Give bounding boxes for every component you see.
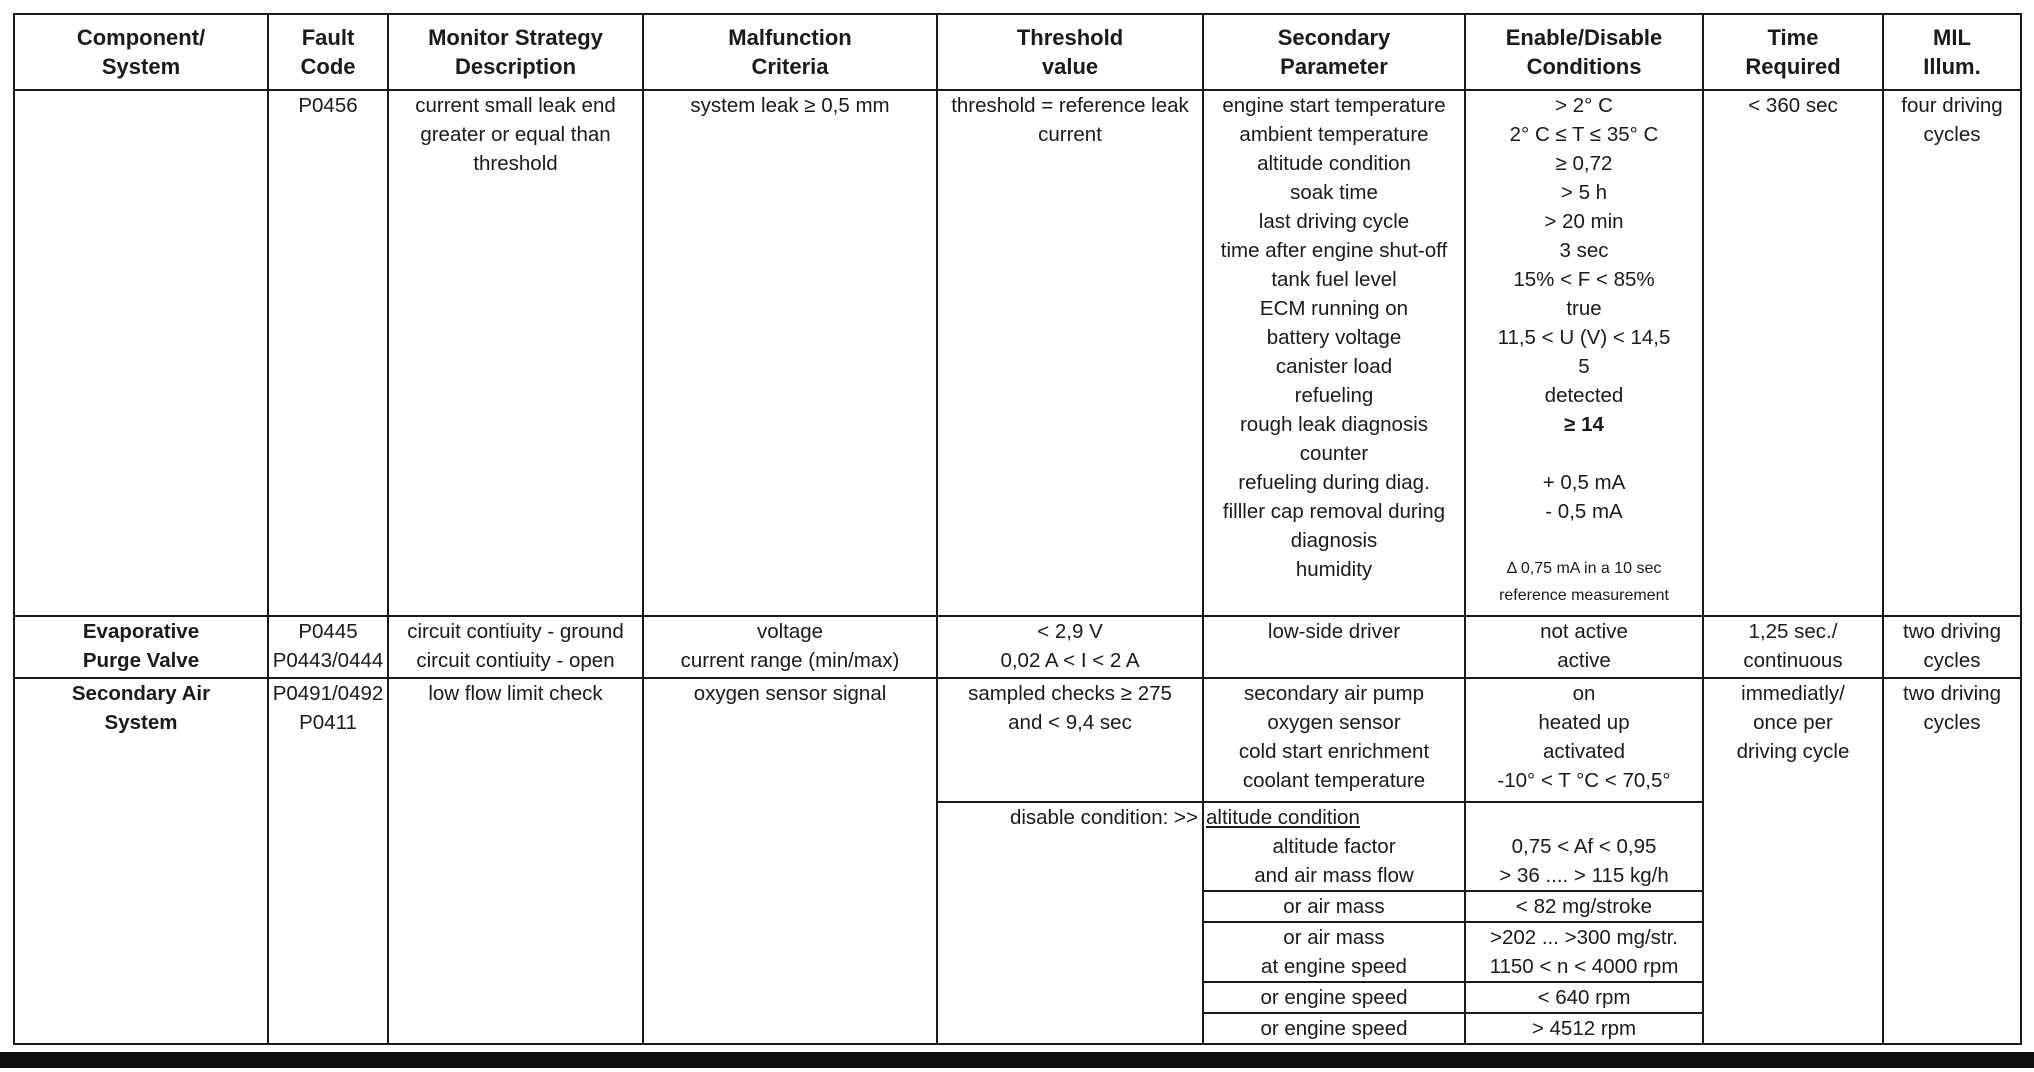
leak-strategy: current small leak end greater or equal than threshold [388,90,643,616]
page-bottom-rule [0,1052,2034,1068]
leak-params: engine start temperature ambient temperature altitude condition soak time last driving cycle time after engine shut-off tank fuel level ECM running on battery voltage canister load refueling rough leak diagnosis counter refueling during diag. filller cap removal during diagnosis humidity [1203,90,1465,616]
sair-speed-2-cond: > 4512 rpm [1465,1013,1703,1044]
leak-threshold: threshold = reference leak current [937,90,1203,616]
sair-air-mass-1-cond: < 82 mg/stroke [1465,891,1703,922]
sair-fault-code: P0491/0492 P0411 [268,678,388,1044]
sair-speed-1-cond: < 640 rpm [1465,982,1703,1013]
sair-speed-1-param: or engine speed [1203,982,1465,1013]
sair-params: secondary air pump oxygen sensor cold start enrichment coolant temperature [1203,678,1465,802]
leak-component [14,90,268,616]
sair-disable-label: disable condition: >> [937,802,1203,1044]
header-mil: MIL Illum. [1883,14,2021,90]
purge-conditions: not active active [1465,616,1703,678]
header-enable: Enable/Disable Conditions [1465,14,1703,90]
header-strategy: Monitor Strategy Description [388,14,643,90]
sair-row [14,678,2021,802]
purge-param: low-side driver [1203,616,1465,678]
header-row [14,14,2021,90]
sair-altitude-params: altitude condition altitude factor and air mass flow [1203,802,1465,891]
purge-fault-code: P0445 P0443/0444 [268,616,388,678]
header-malfunction: Malfunction Criteria [643,14,937,90]
sair-time: immediatly/ once per driving cycle [1703,678,1883,1044]
sair-threshold: sampled checks ≥ 275 and < 9,4 sec [937,678,1203,802]
sair-conditions: on heated up activated -10° < T °C < 70,5° [1465,678,1703,802]
sair-mil: two driving cycles [1883,678,2021,1044]
purge-component: Evaporative Purge Valve [14,616,268,678]
sair-speed-2-param: or engine speed [1203,1013,1465,1044]
purge-row [14,616,2021,678]
purge-strategy: circuit contiuity - ground circuit contiuity - open [388,616,643,678]
leak-criteria: system leak ≥ 0,5 mm [643,90,937,616]
header-component: Component/ System [14,14,268,90]
purge-mil: two driving cycles [1883,616,2021,678]
obd-monitor-table [13,13,2022,1045]
header-secondary: Secondary Parameter [1203,14,1465,90]
purge-threshold: < 2,9 V 0,02 A < I < 2 A [937,616,1203,678]
sair-strategy: low flow limit check [388,678,643,1044]
header-time: Time Required [1703,14,1883,90]
sair-air-mass-2-conds: >202 ... >300 mg/str. 1150 < n < 4000 rpm [1465,922,1703,982]
leak-fault-code: P0456 [268,90,388,616]
purge-time: 1,25 sec./ continuous [1703,616,1883,678]
sair-component: Secondary Air System [14,678,268,1044]
sair-air-mass-2-params: or air mass at engine speed [1203,922,1465,982]
header-fault-code: Fault Code [268,14,388,90]
sair-air-mass-1-param: or air mass [1203,891,1465,922]
leak-time: < 360 sec [1703,90,1883,616]
leak-row [14,90,2021,616]
header-threshold: Threshold value [937,14,1203,90]
sair-altitude-conditions: 0,75 < Af < 0,95 > 36 .... > 115 kg/h [1465,802,1703,891]
leak-mil: four driving cycles [1883,90,2021,616]
purge-criteria: voltage current range (min/max) [643,616,937,678]
sair-criteria: oxygen sensor signal [643,678,937,1044]
leak-conditions: > 2° C 2° C ≤ T ≤ 35° C ≥ 0,72 > 5 h > 20 min 3 sec 15% < F < 85% true 11,5 < U (V) < 14,5 5 detected ≥ 14 + 0,5 mA - 0,5 mA Δ 0,75 mA in a 10 sec reference measurement [1465,90,1703,616]
